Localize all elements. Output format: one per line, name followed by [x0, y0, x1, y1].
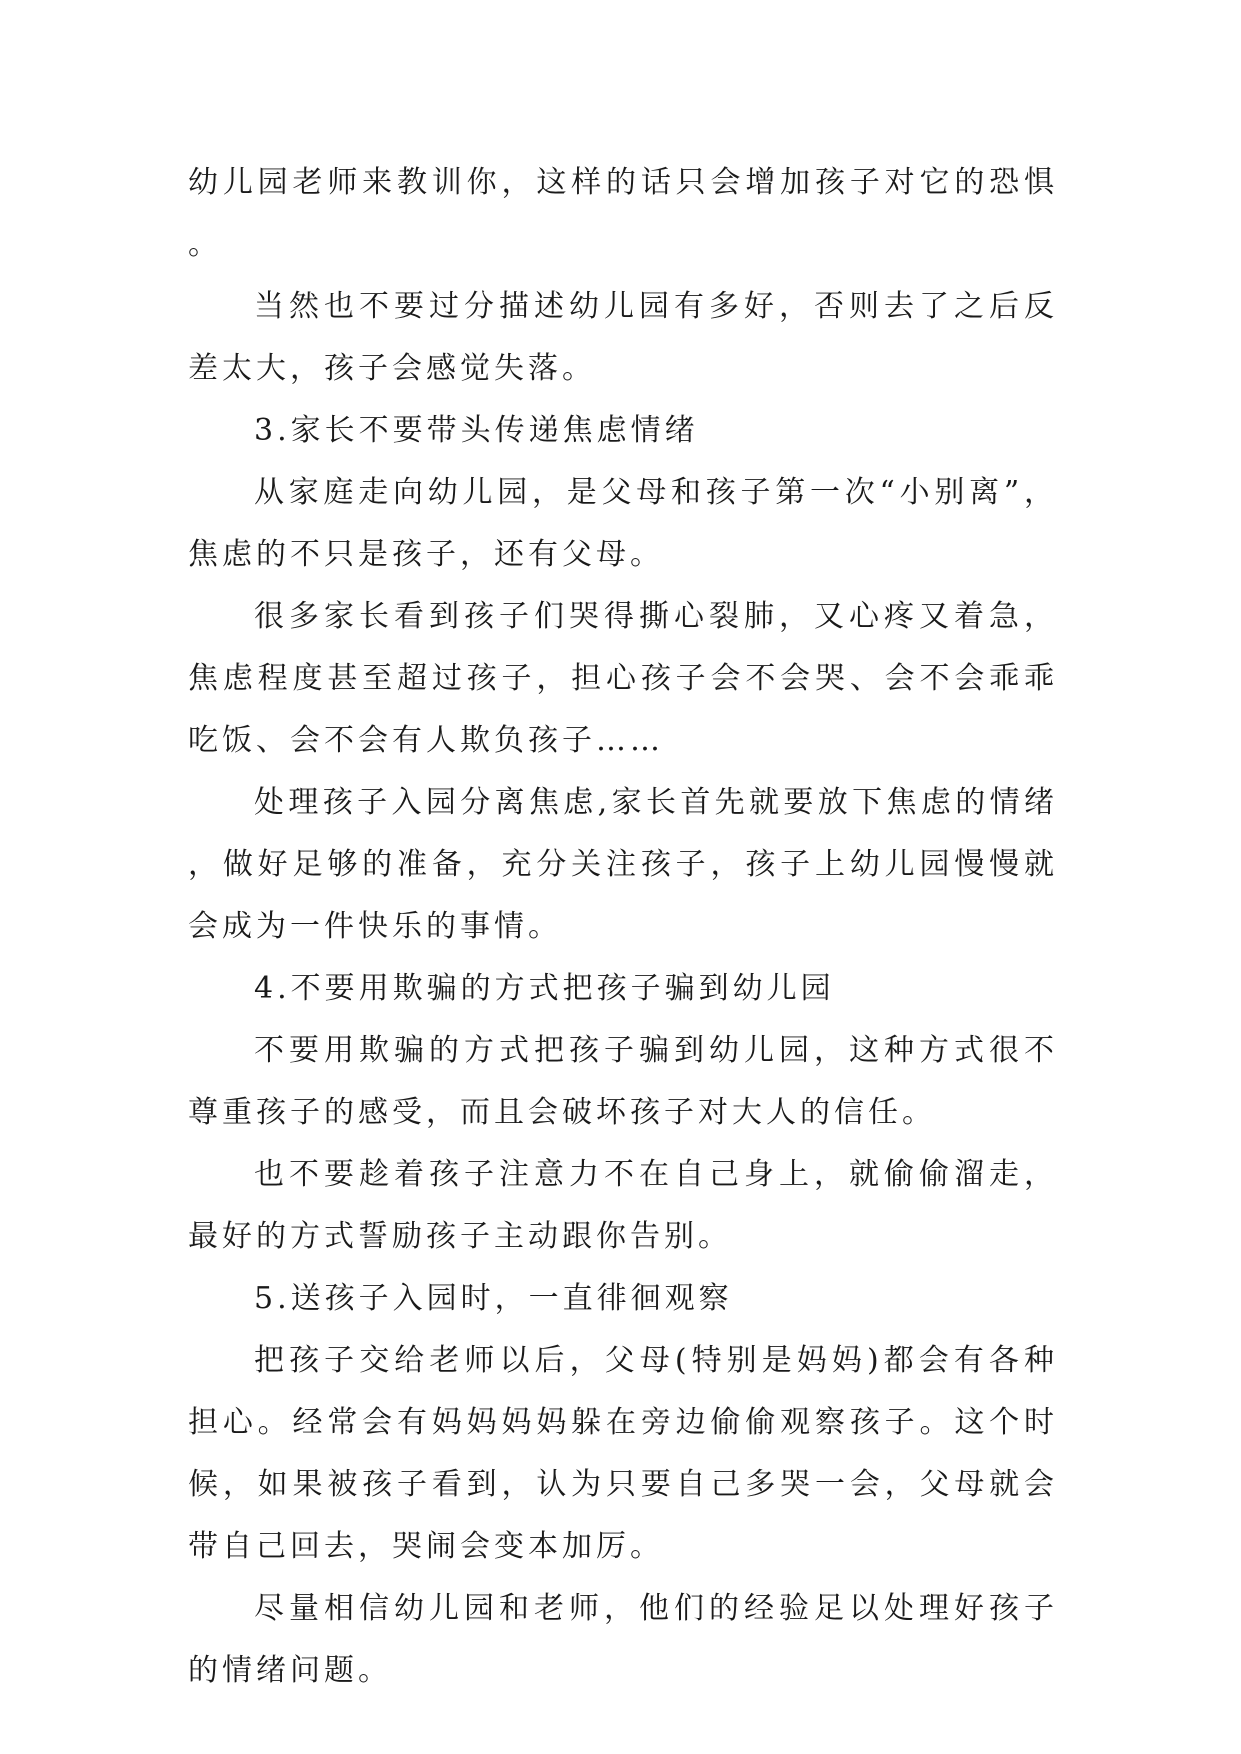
paragraph: 从家庭走向幼儿园，是父母和孩子第一次“小别离”，焦虑的不只是孩子，还有父母。 [188, 475, 1058, 572]
paragraph: 把孩子交给老师以后，父母(特别是妈妈)都会有各种担心。经常会有妈妈妈妈躲在旁边偷偷观察孩子。这个时候，如果被孩子看到，认为只要自己多哭一会，父母就会带自己回去，哭闹会变本加厉。 [188, 1343, 1058, 1564]
paragraph: 不要用欺骗的方式把孩子骗到幼儿园，这种方式很不尊重孩子的感受，而且会破坏孩子对大人的信任。 [188, 1033, 1058, 1130]
paragraph: 也不要趁着孩子注意力不在自己身上，就偷偷溜走，最好的方式誓励孩子主动跟你告别。 [188, 1157, 1058, 1254]
document-page [188, 152, 1058, 1702]
paragraph: 幼儿园老师来教训你，这样的话只会增加孩子对它的恐惧。 [188, 165, 1058, 262]
paragraph: 处理孩子入园分离焦虑,家长首先就要放下焦虑的情绪，做好足够的准备，充分关注孩子，孩子上幼儿园慢慢就会成为一件快乐的事情。 [188, 785, 1058, 944]
section-heading: 5.送孩子入园时，一直徘徊观察 [254, 1281, 733, 1316]
section-heading: 4.不要用欺骗的方式把孩子骗到幼儿园 [254, 971, 835, 1006]
paragraph: 很多家长看到孩子们哭得撕心裂肺，又心疼又着急，焦虑程度甚至超过孩子，担心孩子会不会哭、会不会乖乖吃饭、会不会有人欺负孩子…… [188, 599, 1058, 758]
paragraph: 当然也不要过分描述幼儿园有多好，否则去了之后反差太大，孩子会感觉失落。 [188, 289, 1058, 386]
paragraph: 尽量相信幼儿园和老师，他们的经验足以处理好孩子的情绪问题。 [188, 1591, 1058, 1688]
section-heading: 3.家长不要带头传递焦虑情绪 [254, 413, 699, 448]
